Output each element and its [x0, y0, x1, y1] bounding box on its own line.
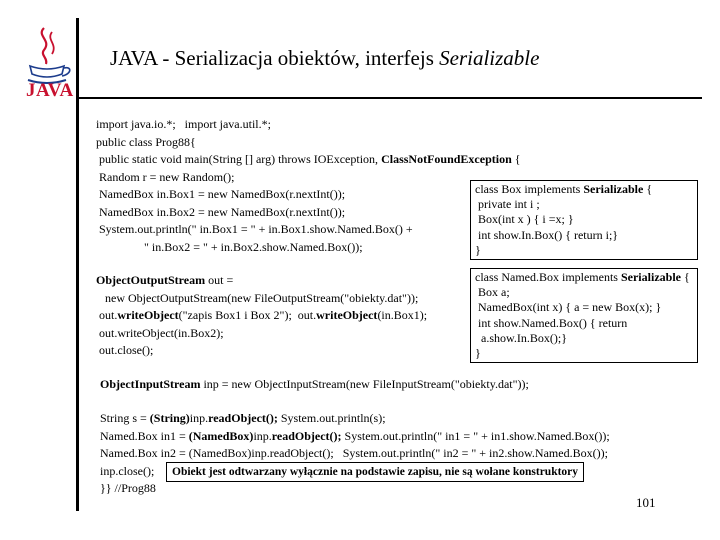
page-title: JAVA - Serializacja obiektów, interfejs Serializable [110, 46, 540, 70]
class-namedbox-definition: class Named.Box implements Serializable { Box a; NamedBox(int x) { a = new Box(x); } int show.Named.Box() { return a.show.In.Box();} } [470, 268, 698, 363]
code-main-top: import java.io.*; import java.util.*; public class Prog88{ public static void main(String [] arg) throws IOException, ClassNotFoundException { Random r = new Random(); NamedBox in.Box1 = new NamedBox(r.nextInt()); NamedBox in.Box2 = new NamedBox(r.nextInt()); System.out.println(" in.Box1 = " + in.Box1.show.Named.Box() + " in.Box2 = " + in.Box2.show.Named.Box()); [96, 117, 521, 254]
code-read-objects: String s = (String)inp.readObject(); System.out.println(s); Named.Box in1 = (NamedBox)inp.readObject(); System.out.println(" in1 = " + in1.show.Named.Box()); Named.Box in2 = (NamedBox)inp.readObject(); System.out.println(" in2 = " + in2.show.Named.Box()); inp.close(); }} //Prog88 [100, 411, 610, 495]
class-box-definition: class Box implements Serializable { private int i ; Box(int x ) { i =x; } int show.In.Box() { return i;} } [470, 180, 698, 260]
vertical-rule [76, 18, 79, 511]
horizontal-rule [76, 97, 702, 99]
code-input-stream: ObjectInputStream inp = new ObjectInputStream(new FileInputStream("obiekty.dat")); [100, 377, 529, 391]
java-logo-text: JAVA [26, 80, 74, 101]
code-output-stream: ObjectOutputStream out = new ObjectOutputStream(new FileOutputStream("obiekty.dat")); out.writeObject("zapis Box1 i Box 2"); out.writeObject(in.Box1); out.writeObject(in.Box2); out.close(); [96, 273, 428, 357]
page-number: 101 [636, 495, 656, 510]
constructor-note: Obiekt jest odtwarzany wyłącznie na podstawie zapisu, nie są wołane konstruktory [166, 462, 584, 482]
